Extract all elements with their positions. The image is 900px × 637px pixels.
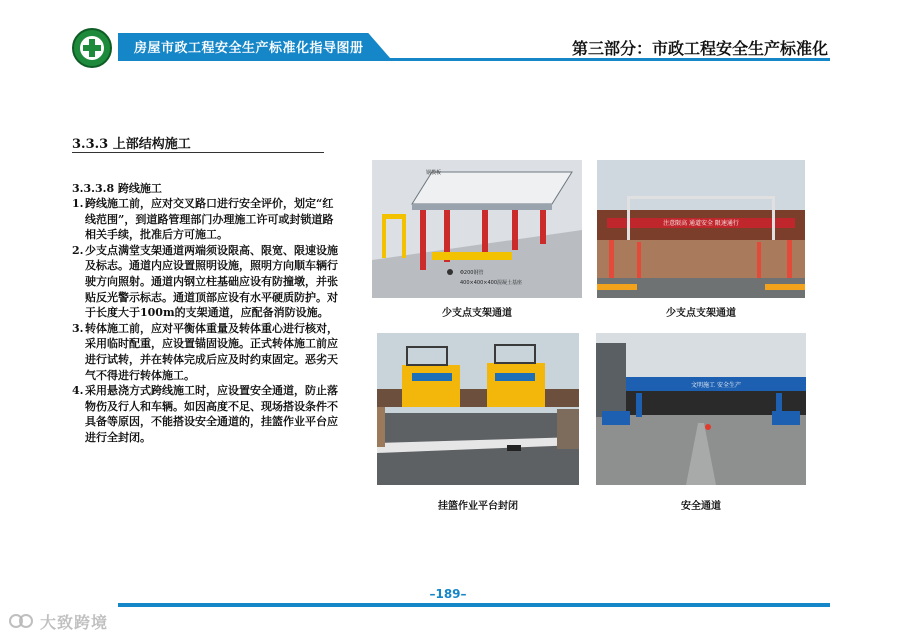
footer-rule bbox=[118, 603, 830, 607]
photo-support-channel-render bbox=[372, 160, 582, 298]
list-item: 1. 跨线施工前，应对交叉路口进行安全评价，划定“红线范围”，到道路管理部门办理施工许可或封锁道路相关手续，批准后方可施工。 bbox=[72, 197, 334, 242]
watermark-text: 大致跨境 bbox=[40, 613, 109, 632]
render-label: 钢模板 bbox=[426, 170, 442, 176]
page-number: –189– bbox=[429, 587, 467, 601]
photo-support-channel bbox=[597, 160, 805, 298]
render-label: 400×400×400混凝土基座 bbox=[460, 280, 523, 286]
photo-caption: 挂篮作业平台封闭 bbox=[438, 501, 518, 512]
photo-caption: 少支点支架通道 bbox=[666, 308, 736, 319]
list-item: 3. 转体施工前，应对平衡体重量及转体重心进行核对，采用临时配重，应设置锚固设施。正式转体施工前应进行试转，并在转体完成后应及时约束固定。恶劣天气不得进行转体施工。 bbox=[72, 321, 338, 382]
photo-caption: 安全通道 bbox=[681, 501, 721, 512]
book-title: 房屋市政工程安全生产标准化指导图册 bbox=[134, 41, 364, 56]
logo-icon bbox=[72, 28, 112, 68]
photo-hanging-basket bbox=[377, 333, 579, 485]
list-item: 2. 少支点满堂支架通道两端须设限高、限宽、限速设施及标志。通道内应设置照明设施，照明方向顺车辆行驶方向照射。通道内钢立柱基础应设有防撞墩，并张贴反光警示标志。通道顶部应设有水平硬质防护。对于长度大于100m的支架通道，应配备消防设施。 bbox=[72, 243, 338, 320]
section-divider bbox=[72, 152, 324, 153]
header-rule bbox=[118, 58, 830, 61]
photo-caption: 少支点支架通道 bbox=[442, 308, 512, 319]
section-title: 3.3.3 上部结构施工 bbox=[72, 137, 191, 152]
part-title: 第三部分：市政工程安全生产标准化 bbox=[571, 39, 828, 58]
requirement-list bbox=[72, 196, 342, 446]
photo-safety-channel bbox=[596, 333, 806, 485]
render-label: Φ200钢管 bbox=[460, 270, 484, 276]
banner-text: 文明施工 安全生产 bbox=[691, 382, 741, 389]
list-item: 4. 采用悬浇方式跨线施工时，应设置安全通道，防止落物伤及行人和车辆。如因高度不足、现场搭设条件不具备等原因，不能搭设安全通道的，挂篮作业平台应进行全封闭。 bbox=[72, 384, 338, 444]
watermark-icon bbox=[8, 612, 34, 630]
subsection-title: 3.3.3.8 跨线施工 bbox=[72, 182, 162, 195]
banner-text: 注意限高 通道安全 限速通行 bbox=[663, 220, 739, 227]
